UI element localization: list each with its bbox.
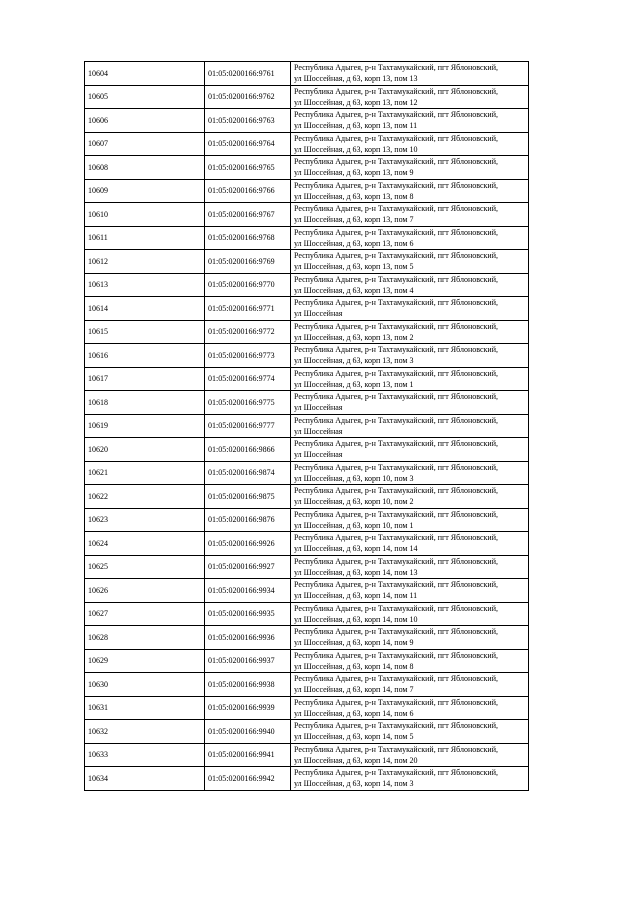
table-row bbox=[85, 273, 529, 297]
address-cell bbox=[291, 414, 529, 438]
address-cell bbox=[291, 62, 529, 86]
address-cell bbox=[291, 508, 529, 532]
row-number: 10618 bbox=[85, 391, 205, 415]
row-number: 10616 bbox=[85, 344, 205, 368]
address-line-2: ул Шоссейная, д 63, корп 14, пом 14 bbox=[294, 544, 418, 554]
row-number: 10607 bbox=[85, 132, 205, 156]
address-line-1: Республика Адыгея, р-н Тахтамукайский, пгт Яблоновский, bbox=[294, 133, 498, 143]
address-line-2: ул Шоссейная, д 63, корп 14, пом 7 bbox=[294, 685, 414, 695]
address-line-1: Республика Адыгея, р-н Тахтамукайский, пгт Яблоновский, bbox=[294, 768, 498, 778]
address-cell bbox=[291, 485, 529, 509]
cadastral-number: 01:05:0200166:9875 bbox=[205, 485, 291, 509]
row-number: 10606 bbox=[85, 109, 205, 133]
cadastral-number: 01:05:0200166:9762 bbox=[205, 85, 291, 109]
row-number: 10619 bbox=[85, 414, 205, 438]
table-row bbox=[85, 743, 529, 767]
address-line-2: ул Шоссейная bbox=[294, 450, 343, 460]
address-cell bbox=[291, 555, 529, 579]
table-row bbox=[85, 179, 529, 203]
address-cell bbox=[291, 179, 529, 203]
address-line-1: Республика Адыгея, р-н Тахтамукайский, пгт Яблоновский, bbox=[294, 321, 498, 331]
cadastral-number: 01:05:0200166:9940 bbox=[205, 720, 291, 744]
address-line-1: Республика Адыгея, р-н Тахтамукайский, пгт Яблоновский, bbox=[294, 251, 498, 261]
row-number: 10631 bbox=[85, 696, 205, 720]
row-number: 10610 bbox=[85, 203, 205, 227]
table-row bbox=[85, 649, 529, 673]
address-line-2: ул Шоссейная, д 63, корп 14, пом 10 bbox=[294, 614, 418, 624]
address-cell bbox=[291, 438, 529, 462]
table-row bbox=[85, 532, 529, 556]
address-line-1: Республика Адыгея, р-н Тахтамукайский, пгт Яблоновский, bbox=[294, 274, 498, 284]
address-line-1: Республика Адыгея, р-н Тахтамукайский, пгт Яблоновский, bbox=[294, 462, 498, 472]
cadastral-number: 01:05:0200166:9939 bbox=[205, 696, 291, 720]
address-line-1: Республика Адыгея, р-н Тахтамукайский, пгт Яблоновский, bbox=[294, 744, 498, 754]
address-line-2: ул Шоссейная, д 63, корп 14, пом 3 bbox=[294, 779, 414, 789]
address-line-2: ул Шоссейная, д 63, корп 13, пом 1 bbox=[294, 379, 414, 389]
address-line-2: ул Шоссейная, д 63, корп 14, пом 8 bbox=[294, 661, 414, 671]
table-row bbox=[85, 391, 529, 415]
row-number: 10617 bbox=[85, 367, 205, 391]
cadastral-number: 01:05:0200166:9773 bbox=[205, 344, 291, 368]
address-cell bbox=[291, 85, 529, 109]
cadastral-number: 01:05:0200166:9765 bbox=[205, 156, 291, 180]
address-line-1: Республика Адыгея, р-н Тахтамукайский, пгт Яблоновский, bbox=[294, 627, 498, 637]
address-line-2: ул Шоссейная bbox=[294, 403, 343, 413]
cadastral-number: 01:05:0200166:9874 bbox=[205, 461, 291, 485]
address-line-2: ул Шоссейная, д 63, корп 10, пом 1 bbox=[294, 520, 414, 530]
address-line-2: ул Шоссейная bbox=[294, 309, 343, 319]
row-number: 10608 bbox=[85, 156, 205, 180]
row-number: 10630 bbox=[85, 673, 205, 697]
address-cell bbox=[291, 626, 529, 650]
address-cell bbox=[291, 132, 529, 156]
address-line-2: ул Шоссейная, д 63, корп 10, пом 2 bbox=[294, 497, 414, 507]
address-line-2: ул Шоссейная, д 63, корп 13, пом 13 bbox=[294, 74, 418, 84]
cadastral-number: 01:05:0200166:9770 bbox=[205, 273, 291, 297]
address-cell bbox=[291, 320, 529, 344]
address-line-2: ул Шоссейная, д 63, корп 13, пом 2 bbox=[294, 332, 414, 342]
cadastral-number: 01:05:0200166:9937 bbox=[205, 649, 291, 673]
cadastral-number: 01:05:0200166:9769 bbox=[205, 250, 291, 274]
address-cell bbox=[291, 767, 529, 791]
row-number: 10633 bbox=[85, 743, 205, 767]
address-line-1: Республика Адыгея, р-н Тахтамукайский, пгт Яблоновский, bbox=[294, 674, 498, 684]
address-line-2: ул Шоссейная, д 63, корп 13, пом 4 bbox=[294, 285, 414, 295]
table-row bbox=[85, 297, 529, 321]
address-line-1: Республика Адыгея, р-н Тахтамукайский, пгт Яблоновский, bbox=[294, 556, 498, 566]
table-row bbox=[85, 555, 529, 579]
row-number: 10605 bbox=[85, 85, 205, 109]
address-line-2: ул Шоссейная, д 63, корп 13, пом 12 bbox=[294, 97, 418, 107]
table-row bbox=[85, 461, 529, 485]
row-number: 10634 bbox=[85, 767, 205, 791]
cadastral-number: 01:05:0200166:9774 bbox=[205, 367, 291, 391]
address-cell bbox=[291, 743, 529, 767]
address-line-1: Республика Адыгея, р-н Тахтамукайский, пгт Яблоновский, bbox=[294, 439, 498, 449]
cadastral-number: 01:05:0200166:9764 bbox=[205, 132, 291, 156]
cadastral-number: 01:05:0200166:9767 bbox=[205, 203, 291, 227]
table-row bbox=[85, 367, 529, 391]
row-number: 10614 bbox=[85, 297, 205, 321]
address-line-2: ул Шоссейная, д 63, корп 13, пом 7 bbox=[294, 215, 414, 225]
address-line-1: Республика Адыгея, р-н Тахтамукайский, пгт Яблоновский, bbox=[294, 63, 498, 73]
table-row bbox=[85, 485, 529, 509]
address-cell bbox=[291, 720, 529, 744]
cadastral-number: 01:05:0200166:9768 bbox=[205, 226, 291, 250]
row-number: 10622 bbox=[85, 485, 205, 509]
table-row bbox=[85, 85, 529, 109]
row-number: 10612 bbox=[85, 250, 205, 274]
cadastral-number: 01:05:0200166:9935 bbox=[205, 602, 291, 626]
table-row bbox=[85, 250, 529, 274]
row-number: 10604 bbox=[85, 62, 205, 86]
address-line-2: ул Шоссейная, д 63, корп 14, пом 5 bbox=[294, 732, 414, 742]
address-line-1: Республика Адыгея, р-н Тахтамукайский, пгт Яблоновский, bbox=[294, 721, 498, 731]
table-row bbox=[85, 438, 529, 462]
cadastral-number: 01:05:0200166:9926 bbox=[205, 532, 291, 556]
table-row bbox=[85, 626, 529, 650]
address-cell bbox=[291, 273, 529, 297]
address-line-2: ул Шоссейная, д 63, корп 13, пом 10 bbox=[294, 144, 418, 154]
table-row bbox=[85, 767, 529, 791]
cadastral-number: 01:05:0200166:9934 bbox=[205, 579, 291, 603]
row-number: 10615 bbox=[85, 320, 205, 344]
address-line-2: ул Шоссейная, д 63, корп 14, пом 13 bbox=[294, 567, 418, 577]
cadastral-number: 01:05:0200166:9772 bbox=[205, 320, 291, 344]
cadastral-number: 01:05:0200166:9777 bbox=[205, 414, 291, 438]
address-line-2: ул Шоссейная, д 63, корп 13, пом 6 bbox=[294, 238, 414, 248]
table-row bbox=[85, 109, 529, 133]
address-line-2: ул Шоссейная, д 63, корп 14, пом 20 bbox=[294, 755, 418, 765]
row-number: 10625 bbox=[85, 555, 205, 579]
address-line-2: ул Шоссейная, д 63, корп 13, пом 9 bbox=[294, 168, 414, 178]
address-line-2: ул Шоссейная, д 63, корп 13, пом 8 bbox=[294, 191, 414, 201]
address-line-2: ул Шоссейная, д 63, корп 14, пом 6 bbox=[294, 708, 414, 718]
address-line-2: ул Шоссейная bbox=[294, 426, 343, 436]
table-row bbox=[85, 579, 529, 603]
address-line-2: ул Шоссейная, д 63, корп 13, пом 3 bbox=[294, 356, 414, 366]
address-line-1: Республика Адыгея, р-н Тахтамукайский, пгт Яблоновский, bbox=[294, 204, 498, 214]
address-line-1: Республика Адыгея, р-н Тахтамукайский, пгт Яблоновский, bbox=[294, 533, 498, 543]
address-line-1: Республика Адыгея, р-н Тахтамукайский, пгт Яблоновский, bbox=[294, 110, 498, 120]
address-cell bbox=[291, 156, 529, 180]
row-number: 10611 bbox=[85, 226, 205, 250]
table-row bbox=[85, 62, 529, 86]
address-cell bbox=[291, 461, 529, 485]
row-number: 10627 bbox=[85, 602, 205, 626]
cadastral-number: 01:05:0200166:9763 bbox=[205, 109, 291, 133]
address-line-2: ул Шоссейная, д 63, корп 14, пом 11 bbox=[294, 591, 418, 601]
row-number: 10628 bbox=[85, 626, 205, 650]
cadastral-number: 01:05:0200166:9942 bbox=[205, 767, 291, 791]
address-cell bbox=[291, 297, 529, 321]
address-cell bbox=[291, 579, 529, 603]
address-cell bbox=[291, 226, 529, 250]
row-number: 10626 bbox=[85, 579, 205, 603]
row-number: 10613 bbox=[85, 273, 205, 297]
address-line-1: Республика Адыгея, р-н Тахтамукайский, пгт Яблоновский, bbox=[294, 227, 498, 237]
address-cell bbox=[291, 391, 529, 415]
address-cell bbox=[291, 532, 529, 556]
table-row bbox=[85, 508, 529, 532]
cadastral-number: 01:05:0200166:9866 bbox=[205, 438, 291, 462]
row-number: 10632 bbox=[85, 720, 205, 744]
address-line-1: Республика Адыгея, р-н Тахтамукайский, пгт Яблоновский, bbox=[294, 603, 498, 613]
row-number: 10621 bbox=[85, 461, 205, 485]
cadastral-number: 01:05:0200166:9766 bbox=[205, 179, 291, 203]
row-number: 10620 bbox=[85, 438, 205, 462]
address-line-2: ул Шоссейная, д 63, корп 13, пом 5 bbox=[294, 262, 414, 272]
cadastral-number: 01:05:0200166:9927 bbox=[205, 555, 291, 579]
table-row bbox=[85, 602, 529, 626]
address-line-1: Республика Адыгея, р-н Тахтамукайский, пгт Яблоновский, bbox=[294, 697, 498, 707]
row-number: 10609 bbox=[85, 179, 205, 203]
address-cell bbox=[291, 649, 529, 673]
address-line-1: Республика Адыгея, р-н Тахтамукайский, пгт Яблоновский, bbox=[294, 180, 498, 190]
cadastral-number: 01:05:0200166:9771 bbox=[205, 297, 291, 321]
cadastral-number: 01:05:0200166:9775 bbox=[205, 391, 291, 415]
row-number: 10624 bbox=[85, 532, 205, 556]
cadastral-number: 01:05:0200166:9941 bbox=[205, 743, 291, 767]
table-row bbox=[85, 673, 529, 697]
address-line-1: Республика Адыгея, р-н Тахтамукайский, пгт Яблоновский, bbox=[294, 345, 498, 355]
table-row bbox=[85, 226, 529, 250]
address-cell bbox=[291, 250, 529, 274]
address-cell bbox=[291, 344, 529, 368]
table-row bbox=[85, 132, 529, 156]
cadastral-number: 01:05:0200166:9938 bbox=[205, 673, 291, 697]
address-line-1: Республика Адыгея, р-н Тахтамукайский, пгт Яблоновский, bbox=[294, 650, 498, 660]
table-row bbox=[85, 344, 529, 368]
address-cell bbox=[291, 109, 529, 133]
address-line-2: ул Шоссейная, д 63, корп 10, пом 3 bbox=[294, 473, 414, 483]
address-line-2: ул Шоссейная, д 63, корп 14, пом 9 bbox=[294, 638, 414, 648]
row-number: 10623 bbox=[85, 508, 205, 532]
row-number: 10629 bbox=[85, 649, 205, 673]
address-line-2: ул Шоссейная, д 63, корп 13, пом 11 bbox=[294, 121, 418, 131]
table-row bbox=[85, 320, 529, 344]
address-line-1: Республика Адыгея, р-н Тахтамукайский, пгт Яблоновский, bbox=[294, 86, 498, 96]
table-row bbox=[85, 156, 529, 180]
table-row bbox=[85, 720, 529, 744]
address-cell bbox=[291, 673, 529, 697]
address-line-1: Республика Адыгея, р-н Тахтамукайский, пгт Яблоновский, bbox=[294, 486, 498, 496]
address-cell bbox=[291, 203, 529, 227]
address-line-1: Республика Адыгея, р-н Тахтамукайский, пгт Яблоновский, bbox=[294, 392, 498, 402]
registry-table bbox=[84, 61, 529, 791]
address-line-1: Республика Адыгея, р-н Тахтамукайский, пгт Яблоновский, bbox=[294, 509, 498, 519]
table-row bbox=[85, 203, 529, 227]
table-row bbox=[85, 696, 529, 720]
address-cell bbox=[291, 696, 529, 720]
address-line-1: Республика Адыгея, р-н Тахтамукайский, пгт Яблоновский, bbox=[294, 368, 498, 378]
address-line-1: Республика Адыгея, р-н Тахтамукайский, пгт Яблоновский, bbox=[294, 157, 498, 167]
address-cell bbox=[291, 367, 529, 391]
cadastral-number: 01:05:0200166:9761 bbox=[205, 62, 291, 86]
cadastral-number: 01:05:0200166:9936 bbox=[205, 626, 291, 650]
table-row bbox=[85, 414, 529, 438]
address-line-1: Республика Адыгея, р-н Тахтамукайский, пгт Яблоновский, bbox=[294, 298, 498, 308]
registry-table-body bbox=[85, 62, 529, 791]
address-line-1: Республика Адыгея, р-н Тахтамукайский, пгт Яблоновский, bbox=[294, 580, 498, 590]
cadastral-number: 01:05:0200166:9876 bbox=[205, 508, 291, 532]
address-line-1: Республика Адыгея, р-н Тахтамукайский, пгт Яблоновский, bbox=[294, 415, 498, 425]
address-cell bbox=[291, 602, 529, 626]
